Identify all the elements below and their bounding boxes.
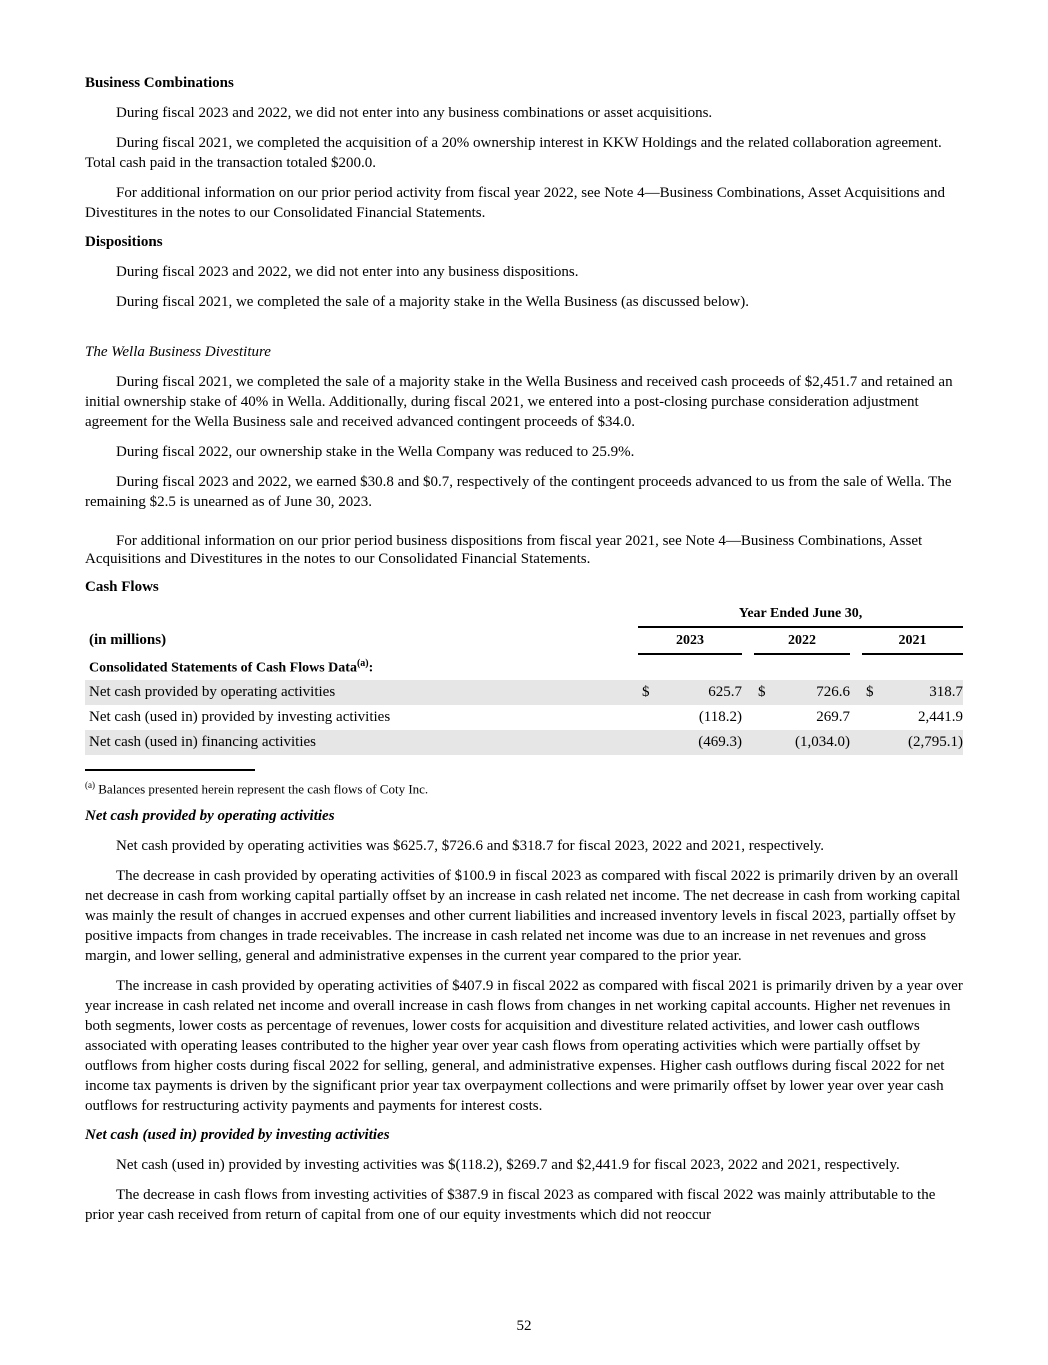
- paragraph: During fiscal 2023 and 2022, we did not enter into any business dispositions.: [116, 264, 579, 280]
- paragraph: Net cash (used in) provided by investing activities was $(118.2), $269.7 and $2,441.9 for fiscal 2023, 2022 and 2021, respectively.: [116, 1157, 900, 1174]
- paragraph: For additional information on our prior period business dispositions from fiscal year 2021, see Note 4—Business Combinations, Asset Acquisitions and Divestitures in the notes to our Consolidated Financial Statements.: [85, 533, 923, 567]
- paragraph: Net cash provided by operating activities was $625.7, $726.6 and $318.7 for fiscal 2023, 2022 and 2021, respectively.: [116, 838, 825, 855]
- table-row: Net cash provided by operating activities $ 625.7 $ 726.6 $ 318.7: [85, 680, 963, 705]
- paragraph: During fiscal 2021, we completed the acquisition of a 20% ownership interest in KKW Holdings and the related collaboration agreement. Total cash paid in the transaction totaled $200.0.: [85, 135, 942, 171]
- table-row: Net cash (used in) financing activities (469.3) (1,034.0) (2,795.1): [85, 730, 963, 755]
- page-number: 52: [516, 1318, 532, 1334]
- paragraph: The decrease in cash flows from investing activities of $387.9 in fiscal 2023 as compared with fiscal 2022 was mainly attributable to the prior year cash received from return of capital from one of our equity investments which did not reoccur: [85, 1187, 936, 1224]
- cash-flows-heading: Cash Flows: [85, 579, 159, 595]
- paragraph: During fiscal 2022, our ownership stake in the Wella Company was reduced to 25.9%.: [116, 444, 635, 460]
- paragraph: The decrease in cash provided by operating activities of $100.9 in fiscal 2023 as compared with fiscal 2022 is primarily driven by an overall net decrease in cash from working capital partially offset by an increase in cash related net income. The net decrease in cash from working capital was mainly the result of changes in accrued expenses and other current liabilities and increased inventory levels in fiscal 2023, partially offset by positive impacts from changes in trade receivables. The increase in cash related net income was due to an increase in net revenues and gross margin, and lower selling, general and administrative expenses in the current year compared to the prior year.: [85, 868, 961, 965]
- operating-activities-heading: Net cash provided by operating activities: [85, 808, 335, 825]
- footnote: $^{(a)}$ Balances presented herein represent the cash flows of Coty Inc.: [85, 780, 429, 797]
- table-row: Net cash (used in) provided by investing activities (118.2) 269.7 2,441.9: [89, 709, 963, 725]
- unit-label: (in millions): [89, 632, 167, 648]
- year-header: 2023: [638, 627, 742, 654]
- spacer: [85, 322, 963, 343]
- footnote-marker: (a): [356, 657, 369, 669]
- document-page: [85, 74, 963, 1235]
- spacer: [85, 522, 963, 532]
- cash-flows-table: [85, 601, 963, 755]
- investing-activities-heading: Net cash (used in) provided by investing activities: [85, 1127, 390, 1144]
- paragraph: During fiscal 2021, we completed the sale of a majority stake in the Wella Business (as discussed below).: [116, 294, 749, 310]
- year-header: 2021: [862, 627, 963, 654]
- table-band-header: Year Ended June 30,: [638, 601, 963, 627]
- wella-heading: The Wella Business Divestiture: [85, 344, 271, 360]
- table-subheader: Consolidated Statements of Cash Flows Data$^{(a)}$:: [89, 657, 374, 676]
- paragraph: During fiscal 2021, we completed the sale of a majority stake in the Wella Business and received cash proceeds of $2,451.7 and retained an initial ownership stake of 40% in Wella. Additionally, during fiscal 2021, we entered into a post-closing purchase consideration adjustment agreement for the Wella Business sale and received advanced contingent proceeds of $34.0.: [85, 374, 953, 430]
- footnote-divider: [85, 769, 255, 771]
- paragraph: For additional information on our prior period activity from fiscal year 2022, see Note 4—Business Combinations, Asset Acquisitions and Divestitures in the notes to our Consolidated Financial Statements.: [85, 185, 946, 221]
- paragraph: The increase in cash provided by operating activities of $407.9 in fiscal 2022 as compared with fiscal 2021 is primarily driven by a year over year increase in cash related net income and overall increase in cash flows from changes in net working capital accounts. Higher net revenues in both segments, lower costs as percentage of revenues, lower costs for acquisition and divestiture related activities, and lower cash outflows associated with operating leases contributed to the higher year over year cash flows from operating activities which were partially offset by outflows from higher costs during fiscal 2022 for selling, general, and administrative expenses. Higher cash outflows during fiscal 2022 for net income tax payments is driven by the significant prior year tax overpayment collections and were primarily offset by lower year over year cash outflows for restructuring activity payments and payments for interest costs.: [85, 978, 963, 1115]
- paragraph: During fiscal 2023 and 2022, we did not enter into any business combinations or asset acquisitions.: [116, 105, 713, 121]
- paragraph: During fiscal 2023 and 2022, we earned $30.8 and $0.7, respectively of the contingent proceeds advanced to us from the sale of Wella. The remaining $2.5 is unearned as of June 30, 2023.: [85, 474, 952, 510]
- year-header: 2022: [754, 627, 850, 654]
- dispositions-heading: Dispositions: [85, 234, 163, 250]
- business-combinations-heading: Business Combinations: [85, 75, 234, 91]
